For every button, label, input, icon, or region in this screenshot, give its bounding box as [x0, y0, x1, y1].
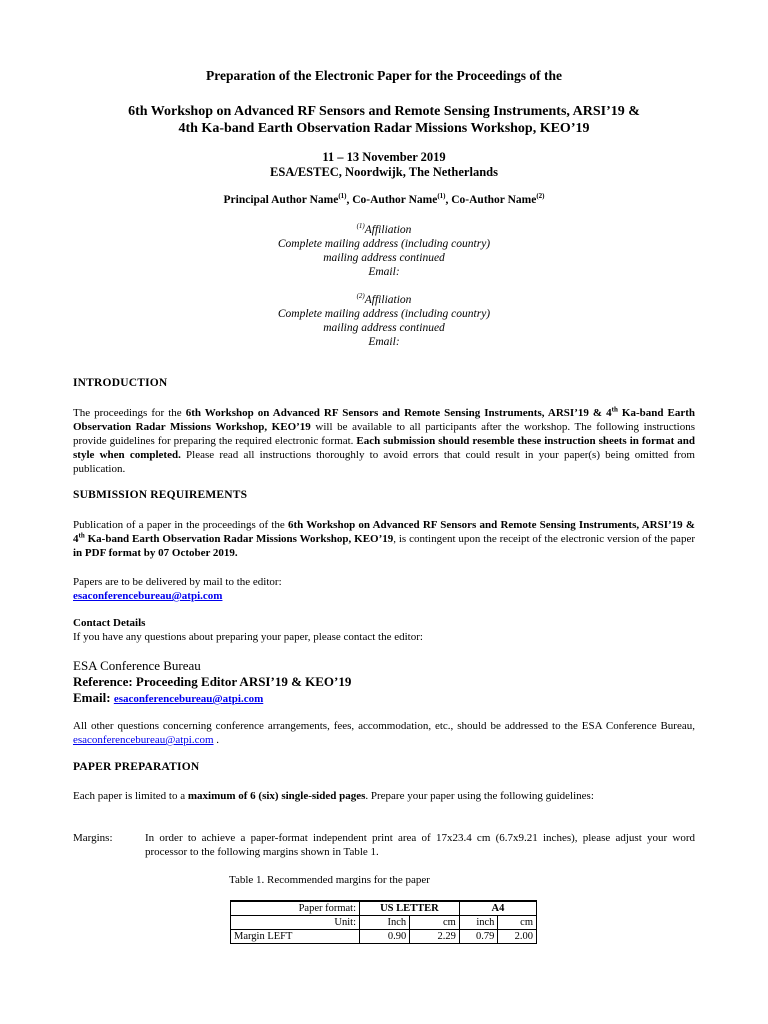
event-location: ESA/ESTEC, Noordwijk, The Netherlands: [270, 165, 498, 179]
principal-author: Principal Author Name: [223, 194, 339, 206]
affiliation-2-address: Complete mailing address (including country): [277, 308, 491, 320]
bureau-reference: Reference: Proceeding Editor ARSI’19 & KEO’19: [73, 674, 352, 689]
delivery-block: [73, 575, 695, 603]
unit-cell: cm: [410, 916, 460, 930]
contact-details: [73, 616, 695, 644]
contact-heading: Contact Details: [73, 617, 146, 629]
affiliation-1-name: Affiliation: [364, 224, 412, 236]
page-limit-bold: maximum of 6 (six) single-sided pages: [187, 790, 366, 802]
workshop-title-line1: 6th Workshop on Advanced RF Sensors and Remote Sensing Instruments, ARSI’19 &: [128, 104, 640, 119]
affiliation-1-sup: (1): [356, 222, 365, 231]
table-caption: Table 1. Recommended margins for the paper: [229, 874, 430, 886]
affiliation-2: [73, 293, 695, 349]
paper-preparation-heading: PAPER PREPARATION: [73, 761, 200, 773]
margins-text: In order to achieve a paper-format independent print area of 17x23.4 cm (6.7x9.21 inches), please adjust your word processor to the following margins shown in Table 1.: [145, 832, 695, 858]
paper-preparation-title: Preparation of the Electronic Paper for the Proceedings of the: [205, 68, 563, 83]
event-date: 11 – 13 November 2019: [322, 150, 446, 164]
other-questions-email-link[interactable]: esaconferencebureau@atpi.com: [73, 734, 214, 746]
other-questions-paragraph: [73, 719, 695, 747]
intro-text-1: The proceedings for the: [73, 407, 186, 419]
introduction-heading: INTRODUCTION: [73, 377, 168, 389]
workshop-title: [73, 103, 695, 137]
table-header-row: [231, 901, 537, 916]
intro-bold-1: 6th Workshop on Advanced RF Sensors and Remote Sensing Instruments, ARSI’19 & 4: [185, 407, 612, 419]
margins-table: [230, 900, 537, 944]
coauthor-2: , Co-Author Name: [445, 194, 537, 206]
unit-cell: cm: [498, 916, 537, 930]
coauthor-2-sup: (2): [536, 192, 545, 201]
page-limit-paragraph: [73, 789, 695, 803]
page-limit-text-2: . Prepare your paper using the following guidelines:: [365, 790, 594, 802]
other-questions-text: All other questions concerning conference arrangements, fees, accommodation, etc., should be addressed to the ESA Conference Bureau,: [73, 720, 695, 732]
affiliation-2-name: Affiliation: [364, 294, 412, 306]
other-questions-tail: .: [213, 734, 220, 746]
contact-text: If you have any questions about preparing your paper, please contact the editor:: [73, 631, 423, 643]
table-cell: 2.29: [410, 930, 460, 944]
submission-bold-sup: th: [78, 531, 85, 540]
editor-email-link[interactable]: esaconferencebureau@atpi.com: [73, 590, 223, 602]
bureau-block: [73, 658, 695, 707]
intro-text-2: will be available to all participants after the workshop. The following instructions provide guidelines for preparing the required electronic format.: [73, 421, 695, 447]
table-cell: 0.90: [360, 930, 410, 944]
table-cell: 2.00: [498, 930, 537, 944]
intro-bold-3: Each submission should resemble these instruction sheets in format and style when completed.: [73, 435, 696, 461]
affiliation-1-address: Complete mailing address (including country): [277, 238, 491, 250]
submission-bold-3: in PDF format by 07 October 2019.: [73, 547, 238, 559]
intro-text-3: Please read all instructions thoroughly to avoid errors that could result in your paper(s) being omitted from publication.: [73, 449, 695, 475]
intro-bold-sup: th: [611, 405, 618, 414]
bureau-email-link[interactable]: esaconferencebureau@atpi.com: [113, 693, 264, 705]
introduction-paragraph: [73, 406, 695, 476]
affiliation-2-sup: (2): [356, 292, 365, 301]
row-label: Margin LEFT: [231, 930, 360, 944]
event-date-location: [73, 150, 695, 180]
affiliation-1: [73, 223, 695, 279]
coauthor-1-sup: (1): [437, 192, 446, 201]
affiliation-2-address2: mailing address continued: [323, 322, 445, 334]
principal-author-sup: (1): [338, 192, 347, 201]
author-line: [73, 194, 695, 206]
submission-paragraph: [73, 518, 695, 560]
submission-bold-2: Ka-band Earth Observation Radar Missions Workshop, KEO’19: [84, 533, 394, 545]
margins-label: Margins:: [73, 832, 113, 844]
table-row: [231, 930, 537, 944]
page-limit-text-1: Each paper is limited to a: [73, 790, 188, 802]
affiliation-1-email: Email:: [368, 266, 400, 278]
paper-format-label: Paper format:: [231, 901, 360, 916]
workshop-title-line2: 4th Ka-band Earth Observation Radar Missions Workshop, KEO’19: [178, 121, 590, 136]
intro-bold-2: Ka-band Earth Observation Radar Missions Workshop, KEO’19: [73, 407, 695, 433]
submission-heading: SUBMISSION REQUIREMENTS: [73, 489, 248, 501]
delivery-text: Papers are to be delivered by mail to the editor:: [73, 576, 282, 588]
unit-label: Unit:: [231, 916, 360, 930]
unit-cell: inch: [459, 916, 498, 930]
submission-text-1: Publication of a paper in the proceedings of the: [73, 519, 289, 531]
us-letter-header: US LETTER: [360, 901, 460, 916]
affiliation-1-address2: mailing address continued: [323, 252, 445, 264]
a4-header: A4: [459, 901, 536, 916]
coauthor-1: , Co-Author Name: [346, 194, 438, 206]
bureau-email-label: Email:: [73, 690, 114, 705]
submission-bold-1: 6th Workshop on Advanced RF Sensors and Remote Sensing Instruments, ARSI’19 & 4: [73, 519, 695, 545]
bureau-name: ESA Conference Bureau: [73, 658, 201, 673]
unit-cell: Inch: [360, 916, 410, 930]
submission-text-2: , is contingent upon the receipt of the electronic version of the paper: [393, 533, 695, 545]
table-cell: 0.79: [459, 930, 498, 944]
table-unit-row: [231, 916, 537, 930]
affiliation-2-email: Email:: [368, 336, 400, 348]
